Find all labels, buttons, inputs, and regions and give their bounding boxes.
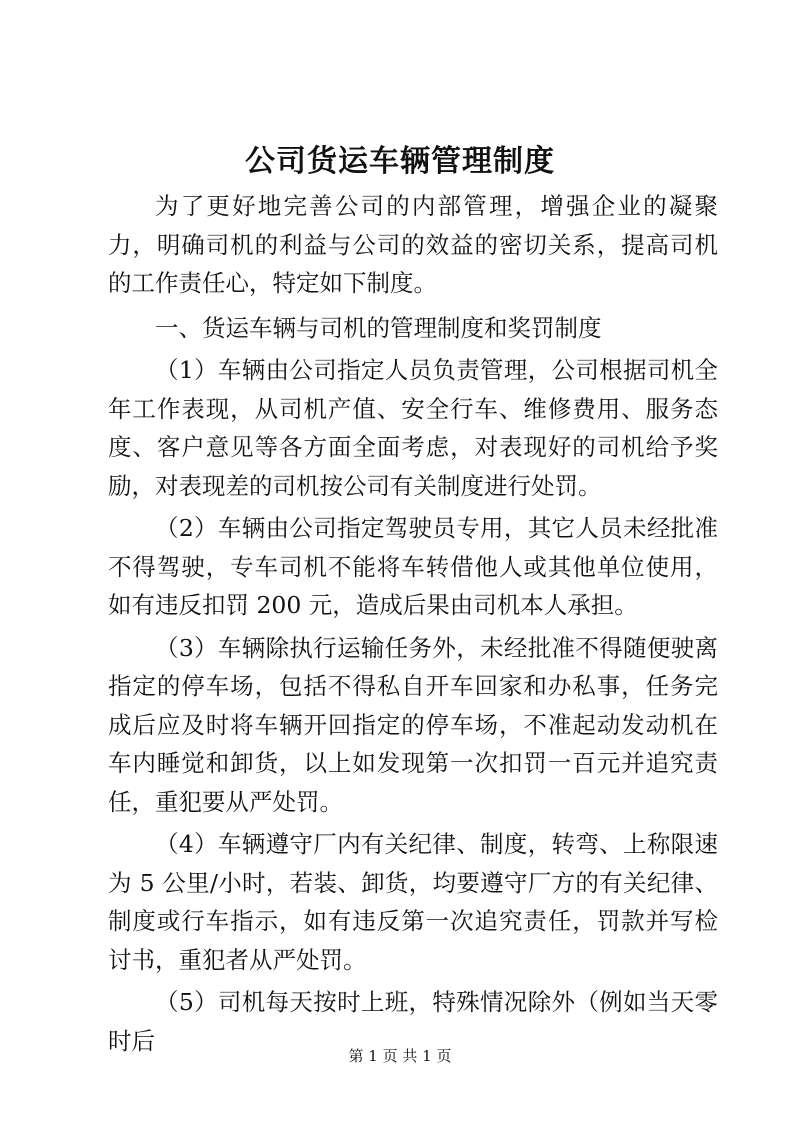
rule-item-1: （1）车辆由公司指定人员负责管理，公司根据司机全年工作表现，从司机产值、安全行车、维修费用、服务态度、客户意见等各方面全面考虑，对表现好的司机给予奖励，对表现差的司机按公司有关制度进行处罚。 [108,356,718,500]
section-heading: 一、货运车辆与司机的管理制度和奖罚制度 [155,313,602,342]
intro-paragraph: 为了更好地完善公司的内部管理，增强企业的凝聚力，明确司机的利益与公司的效益的密切关系，提高司机的工作责任心，特定如下制度。 [108,192,718,297]
rule-item-5: （5）司机每天按时上班，特殊情况除外（例如当天零时后 [108,988,718,1055]
page-footer: 第 1 页 共 1 页 [348,1047,452,1065]
document-body [108,187,718,1060]
rule-item-2: （2）车辆由公司指定驾驶员专用，其它人员未经批准不得驾驶，专车司机不能将车转借他人或其他单位使用，如有违反扣罚 200 元，造成后果由司机本人承担。 [108,514,718,619]
rule-item-4: （4）车辆遵守厂内有关纪律、制度，转弯、上称限速为 5 公里/小时，若装、卸货，均要遵守厂方的有关纪律、制度或行车指示，如有违反第一次追究责任，罚款并写检讨书，重犯者从严处罚。 [108,830,718,974]
rule-item-3: （3）车辆除执行运输任务外，未经批准不得随便驶离指定的停车场，包括不得私自开车回家和办私事，任务完成后应及时将车辆开回指定的停车场，不准起动发动机在车内睡觉和卸货，以上如发现第一次扣罚一百元并追究责任，重犯要从严处罚。 [108,633,718,816]
page-title: 公司货运车辆管理制度 [245,144,555,179]
